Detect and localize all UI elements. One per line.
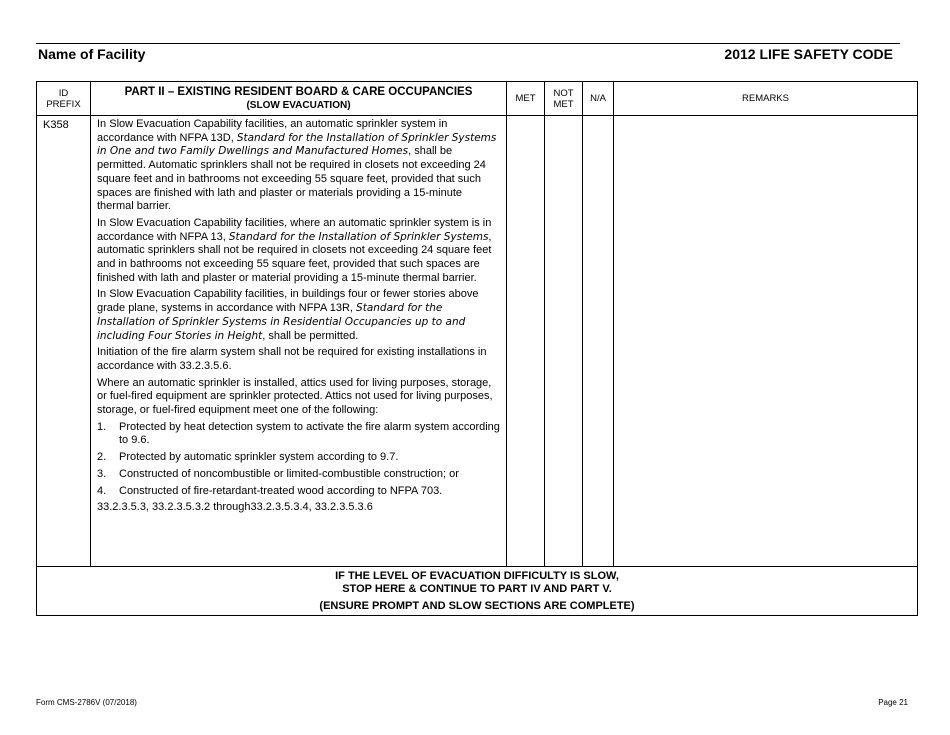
item-id: K358 xyxy=(37,116,91,567)
list-item: 1. Protected by heat detection system to activate the fire alarm system according to 9.6. xyxy=(97,420,500,447)
code-title: 2012 LIFE SAFETY CODE xyxy=(724,46,893,62)
instruction-line-2: STOP HERE & CONTINUE TO PART IV AND PART V. xyxy=(342,583,612,595)
met-header: MET xyxy=(507,82,545,116)
paragraph-fire-alarm: Initiation of the fire alarm system shall not be required for existing installations in accordance with 33.2.3.5.6. xyxy=(97,346,487,372)
list-item: 4. Constructed of fire-retardant-treated wood according to NFPA 703. xyxy=(97,484,443,497)
form-id: Form CMS-2786V (07/2018) xyxy=(36,698,137,707)
header-rule xyxy=(36,43,900,44)
met-cell[interactable] xyxy=(507,116,545,567)
code-references: 33.2.3.5.3, 33.2.3.5.3.2 through33.2.3.5.3.4, 33.2.3.5.3.6 xyxy=(97,501,373,514)
table-header-row xyxy=(37,82,918,116)
table-row xyxy=(37,116,918,567)
page-number: Page 21 xyxy=(878,698,908,707)
paragraph-nfpa-13: In Slow Evacuation Capability facilities, where an automatic sprinkler system is in accordance with NFPA 13, Standard for the Installation of Sprinkler Systems, automatic sprinklers shall not be required in closets not exceeding 24 square feet and in bathrooms not exceeding 55 square feet, provided that such spaces are finished with lath and plaster or material providing a 15-minute thermal barrier. xyxy=(97,216,492,284)
instruction-line-3: (ENSURE PROMPT AND SLOW SECTIONS ARE COMPLETE) xyxy=(319,600,635,612)
list-item: 2. Protected by automatic sprinkler system according to 9.7. xyxy=(97,451,399,464)
paragraph-nfpa-13r: In Slow Evacuation Capability facilities, in buildings four or fewer stories above grade plane, systems in accordance with NFPA 13R, Standard for the Installation of Sprinkler Systems in Residential Occupancies up to and including Four Stories in Height, shall be permitted. xyxy=(97,288,479,342)
paragraph-attics: Where an automatic sprinkler is installed, attics used for living purposes, storage, or fuel-fired equipment are sprinkler protected. Attics not used for living purposes, storage, or fuel-fired equipment meet one of the following: xyxy=(97,376,493,417)
list-item: 3. Constructed of noncombustible or limited-combustible construction; or xyxy=(97,467,459,480)
instruction-row xyxy=(37,567,918,616)
part-subtitle: (SLOW EVACUATION) xyxy=(246,99,351,111)
instruction-line-1: IF THE LEVEL OF EVACUATION DIFFICULTY IS SLOW, xyxy=(335,570,619,582)
part-title: PART II – EXISTING RESIDENT BOARD & CARE OCCUPANCIES xyxy=(124,85,473,98)
paragraph-nfpa-13d: In Slow Evacuation Capability facilities, an automatic sprinkler system in accordance with NFPA 13D, Standard for the Installation of Sprinkler Systems in One and two Family Dwellings and Manufactured Homes, shall be permitted. Automatic sprinklers shall not be required in closets not exceeding 24 square feet and in bathrooms not exceeding 55 square feet, provided that such spaces are finished with lath and plaster or materials providing a 15-minute thermal barrier. xyxy=(97,118,497,213)
id-prefix-header: ID PREFIX xyxy=(37,82,91,116)
part-header xyxy=(91,82,507,116)
not-met-cell[interactable] xyxy=(545,116,583,567)
na-header: N/A xyxy=(583,82,614,116)
remarks-header: REMARKS xyxy=(614,82,918,116)
checklist-table xyxy=(36,81,918,616)
facility-name-label: Name of Facility xyxy=(38,46,146,62)
instruction-cell xyxy=(37,567,918,616)
remarks-cell[interactable] xyxy=(614,116,918,567)
na-cell[interactable] xyxy=(583,116,614,567)
not-met-header: NOT MET xyxy=(545,82,583,116)
item-description xyxy=(91,116,507,567)
